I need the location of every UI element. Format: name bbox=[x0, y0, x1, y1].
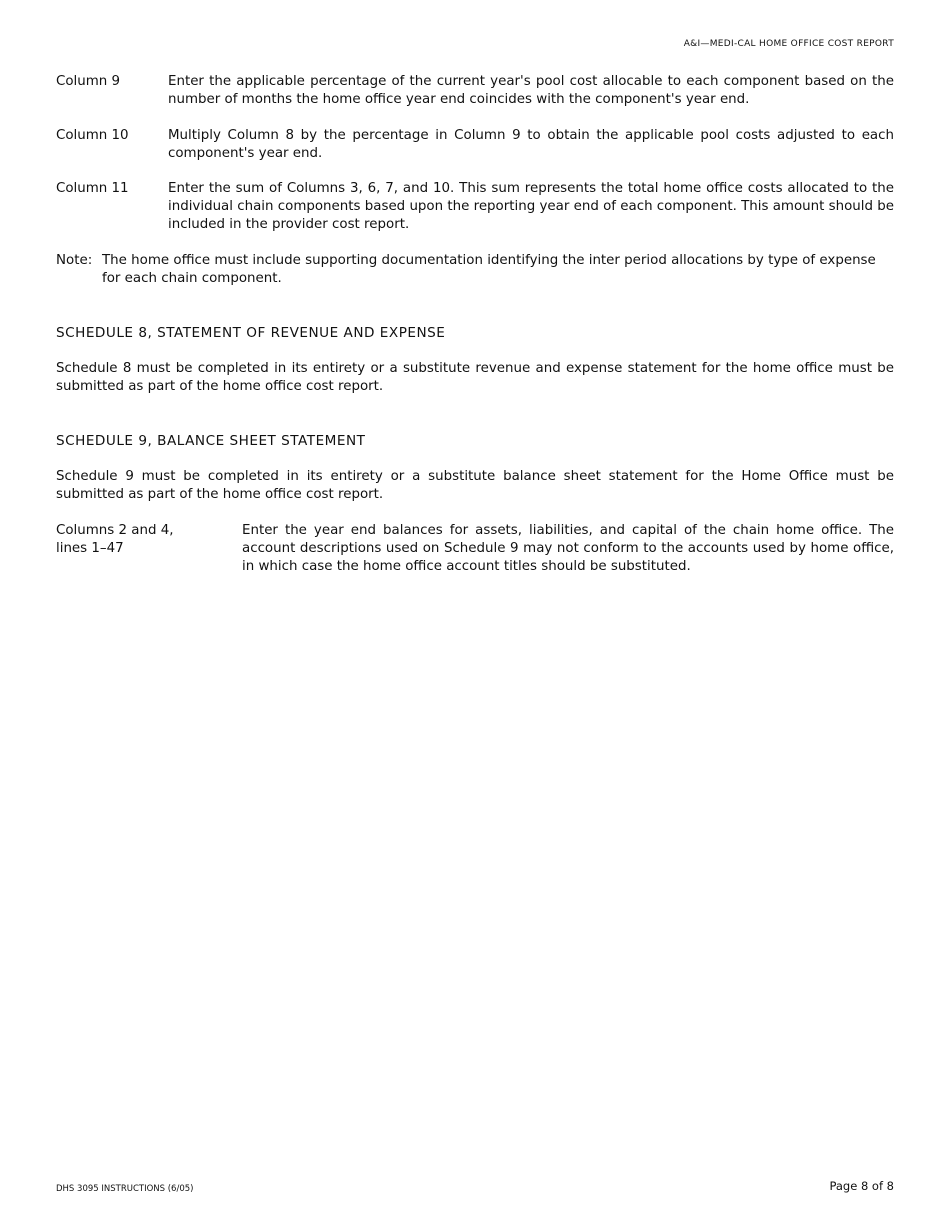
entry-text: Enter the applicable percentage of the current year's pool cost allocable to each component based on the number of months the home office year end coincides with the component's year end. bbox=[168, 74, 894, 107]
note-label: Note: bbox=[56, 253, 93, 268]
note bbox=[56, 252, 894, 288]
entry-text: Enter the sum of Columns 3, 6, 7, and 10. This sum represents the total home office costs allocated to the individual chain components based upon the reporting year end of each component. This amount should be included in the provider cost report. bbox=[168, 181, 894, 232]
schedule-9-columns-entry bbox=[56, 522, 894, 576]
entry-label-line-2: lines 1–47 bbox=[56, 541, 124, 556]
page-number: Page 8 of 8 bbox=[829, 1179, 894, 1193]
running-header: A&I—MEDI-CAL HOME OFFICE COST REPORT bbox=[683, 39, 894, 49]
entry-text: Multiply Column 8 by the percentage in Column 9 to obtain the applicable pool costs adjusted to each component's year end. bbox=[168, 128, 894, 161]
column-9-entry bbox=[56, 73, 894, 109]
entry-label: Column 10 bbox=[56, 128, 129, 143]
note-text: The home office must include supporting documentation identifying the inter period allocations by type of expense for each chain component. bbox=[102, 253, 876, 286]
form-number: DHS 3095 INSTRUCTIONS (6/05) bbox=[56, 1184, 194, 1194]
column-11-entry bbox=[56, 180, 894, 234]
entry-label-line-1: Columns 2 and 4, bbox=[56, 523, 174, 538]
entry-label: Column 11 bbox=[56, 181, 129, 196]
schedule-9-text: Schedule 9 must be completed in its entirety or a substitute balance sheet statement for the Home Office must be submitted as part of the home office cost report. bbox=[56, 469, 894, 502]
schedule-8-text: Schedule 8 must be completed in its entirety or a substitute revenue and expense statement for the home office must be submitted as part of the home office cost report. bbox=[56, 361, 894, 394]
entry-text: Enter the year end balances for assets, liabilities, and capital of the chain home office. The account descriptions used on Schedule 9 may not conform to the accounts used by home office, in which case the home office account titles should be substituted. bbox=[242, 523, 894, 574]
schedule-8-heading: SCHEDULE 8, STATEMENT OF REVENUE AND EXPENSE bbox=[56, 325, 446, 341]
entry-label: Column 9 bbox=[56, 74, 121, 89]
schedule-9-heading: SCHEDULE 9, BALANCE SHEET STATEMENT bbox=[56, 433, 366, 449]
column-10-entry bbox=[56, 127, 894, 163]
entry-label bbox=[56, 522, 174, 558]
